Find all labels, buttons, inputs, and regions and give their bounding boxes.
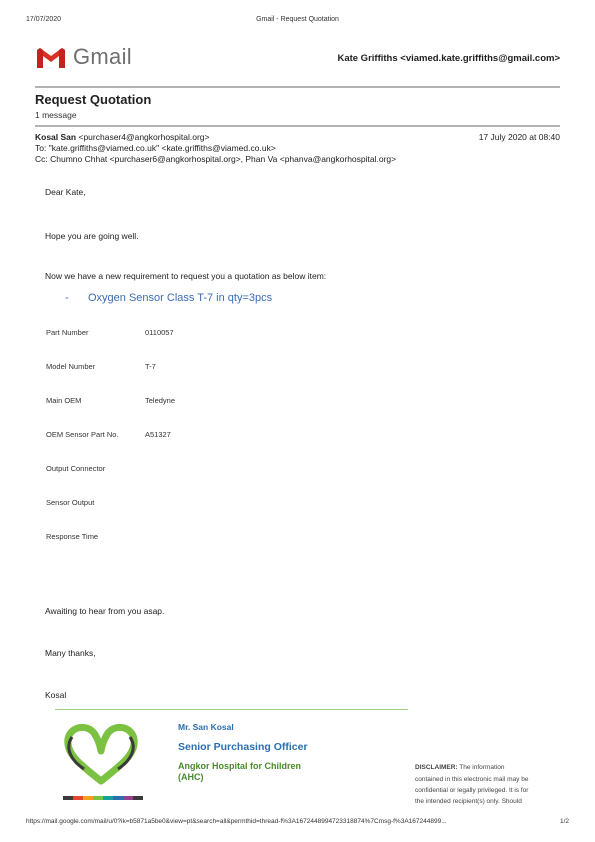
logo-color-stripes [63, 796, 143, 800]
signature-org: Angkor Hospital for Children [178, 761, 302, 771]
signature-divider [55, 709, 408, 710]
body-line-2: Now we have a new requirement to request you a quotation as below item: [45, 271, 327, 281]
stripe [83, 796, 93, 800]
spec-label: Model Number [46, 362, 96, 371]
subject-divider [35, 125, 560, 127]
spec-label: Sensor Output [46, 498, 95, 507]
cc-line: Cc: Chumno Chhat <purchaser6@angkorhospital.org>, Phan Va <phanva@angkorhospital.org> [35, 154, 397, 164]
spec-label: Response Time [46, 532, 99, 541]
signature-org-abbr: (AHC) [178, 772, 204, 782]
page-number: 1/2 [559, 818, 569, 825]
greeting: Dear Kate, [45, 187, 86, 197]
stripe [63, 796, 73, 800]
print-date: 17/07/2020 [26, 16, 62, 23]
spec-value: A51327 [145, 430, 171, 439]
spec-label: Main OEM [46, 396, 82, 405]
sender-name: Kosal San [35, 132, 77, 142]
sign-name: Kosal [45, 690, 67, 700]
disclaimer-line: confidential or legally privileged. It is for [415, 787, 529, 794]
message-date: 17 July 2020 at 08:40 [478, 132, 560, 142]
stripe [93, 796, 103, 800]
sender-line [35, 132, 210, 142]
item-bullet: - [65, 292, 69, 304]
stripe [123, 796, 133, 800]
signature-name: Mr. San Kosal [178, 722, 234, 732]
stripe [113, 796, 123, 800]
heart-logo-icon [58, 717, 144, 785]
account-name: Kate Griffiths <viamed.kate.griffiths@gmail.com> [337, 53, 560, 64]
spec-value: Teledyne [145, 396, 176, 405]
closing-line: Awaiting to hear from you asap. [45, 606, 165, 616]
message-count: 1 message [35, 110, 77, 120]
header-divider [35, 86, 560, 88]
stripe [73, 796, 83, 800]
sender-email[interactable]: <purchaser4@angkorhospital.org> [78, 132, 210, 142]
to-line: To: "kate.griffiths@viamed.co.uk" <kate.griffiths@viamed.co.uk> [35, 143, 276, 153]
disclaimer-line: DISCLAIMER: The information [415, 764, 505, 771]
signature-title: Senior Purchasing Officer [178, 741, 308, 753]
spec-value: T-7 [145, 362, 156, 371]
body-line-1: Hope you are going well. [45, 231, 139, 241]
item-request: Oxygen Sensor Class T-7 in qty=3pcs [88, 292, 273, 304]
spec-label: Part Number [46, 328, 89, 337]
thread-subject: Request Quotation [35, 92, 152, 107]
hospital-logo [58, 717, 144, 785]
spec-value: 0110057 [145, 328, 174, 337]
stripe [133, 796, 143, 800]
disclaimer-line: contained in this electronic mail may be [415, 776, 529, 783]
gmail-wordmark: Gmail [73, 44, 132, 69]
print-title: Gmail - Request Quotation [256, 16, 339, 23]
print-url: https://mail.google.com/mail/u/0?ik=b5871a5be0&view=pt&search=all&permthid=thread-f%3A1672448994723318874%7Cmsg-f%3A167244899... [26, 818, 447, 825]
gmail-logo-icon [35, 46, 67, 70]
thanks-line: Many thanks, [45, 648, 96, 658]
spec-label: Output Connector [46, 464, 106, 473]
stripe [103, 796, 113, 800]
disclaimer-line: the intended recipient(s) only. Should [415, 798, 522, 805]
disclaimer-label: DISCLAIMER: [415, 764, 458, 771]
spec-label: OEM Sensor Part No. [46, 430, 119, 439]
